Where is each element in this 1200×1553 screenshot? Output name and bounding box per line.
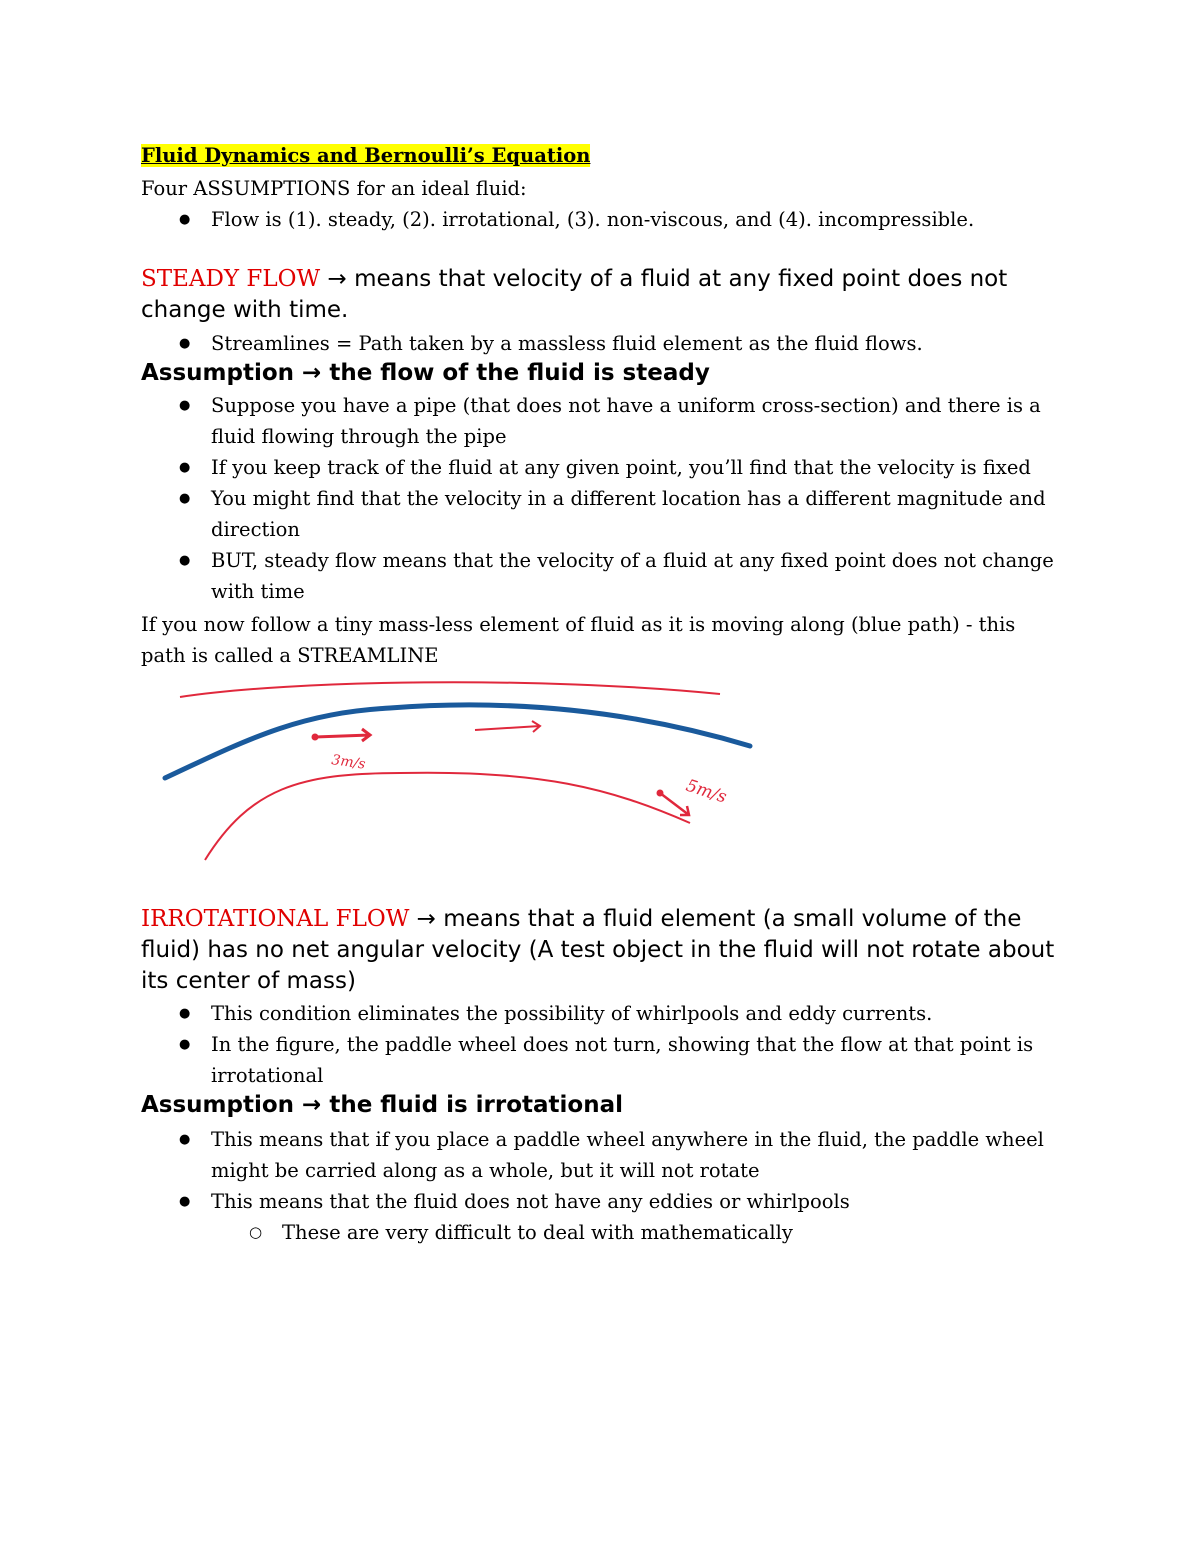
steady-assumption-heading: Assumption → the flow of the fluid is steady (141, 360, 710, 386)
list-item: ● BUT, steady flow means that the velocity of a fluid at any fixed point does not change with time (141, 545, 1071, 607)
pipe-bottom-wall (205, 773, 690, 860)
irrotational-flow-definition (141, 904, 1071, 997)
steady-flow-definition (141, 264, 1071, 326)
list-item: ● If you keep track of the fluid at any given point, you’ll find that the velocity is fixed (141, 452, 1071, 483)
streamline-figure (140, 668, 780, 873)
velocity-arrow-1 (315, 729, 370, 741)
list-item: ● In the figure, the paddle wheel does not turn, showing that the flow at that point is irrotational (141, 1029, 1071, 1091)
list-item: ● Flow is (1). steady, (2). irrotational, (3). non-viscous, and (4). incompressible. (141, 204, 1071, 235)
irrotational-list-1 (141, 998, 1071, 1091)
irrotational-flow-def: → means that a fluid element (a small volume of the fluid) has no net angular velocity (A test object in the fluid will not rotate about its center of mass) (141, 906, 1055, 994)
irrotational-assumption-heading: Assumption → the fluid is irrotational (141, 1092, 624, 1118)
steady-list-1 (141, 328, 1071, 359)
list-item: ● This means that if you place a paddle wheel anywhere in the fluid, the paddle wheel might be carried along as a whole, but it will not rotate (141, 1124, 1071, 1186)
steady-list-2 (141, 390, 1071, 607)
steady-flow-def: → means that velocity of a fluid at any fixed point does not change with time. (141, 266, 1008, 323)
irrotational-flow-term: IRROTATIONAL FLOW (141, 906, 410, 932)
steady-flow-term: STEADY FLOW (141, 266, 321, 292)
list-item: ● You might find that the velocity in a different location has a different magnitude and direction (141, 483, 1071, 545)
velocity-label-1: 3m/s (330, 752, 367, 773)
streamline-path (165, 705, 750, 778)
pipe-top-wall (180, 682, 720, 697)
list-item: ● Streamlines = Path taken by a massless fluid element as the fluid flows. (141, 328, 1071, 359)
sub-list-item: ○ These are very difficult to deal with mathematically (141, 1217, 1071, 1248)
title-line (141, 140, 1071, 171)
velocity-label-2: 5m/s (683, 775, 730, 808)
list-item: ● This means that the fluid does not have any eddies or whirlpools (141, 1186, 1071, 1217)
velocity-arrow-2 (475, 721, 540, 732)
list-item: ● This condition eliminates the possibility of whirlpools and eddy currents. (141, 998, 1071, 1029)
streamline-paragraph: If you now follow a tiny mass-less element of fluid as it is moving along (blue path) - this path is called a STREAMLINE (141, 613, 1016, 667)
document-title: Fluid Dynamics and Bernoulli’s Equation (141, 144, 591, 167)
irrotational-list-2 (141, 1124, 1071, 1248)
list-item: ● Suppose you have a pipe (that does not have a uniform cross-section) and there is a fluid flowing through the pipe (141, 390, 1071, 452)
intro-text: Four ASSUMPTIONS for an ideal fluid: (141, 177, 527, 200)
intro-list (141, 204, 1071, 235)
